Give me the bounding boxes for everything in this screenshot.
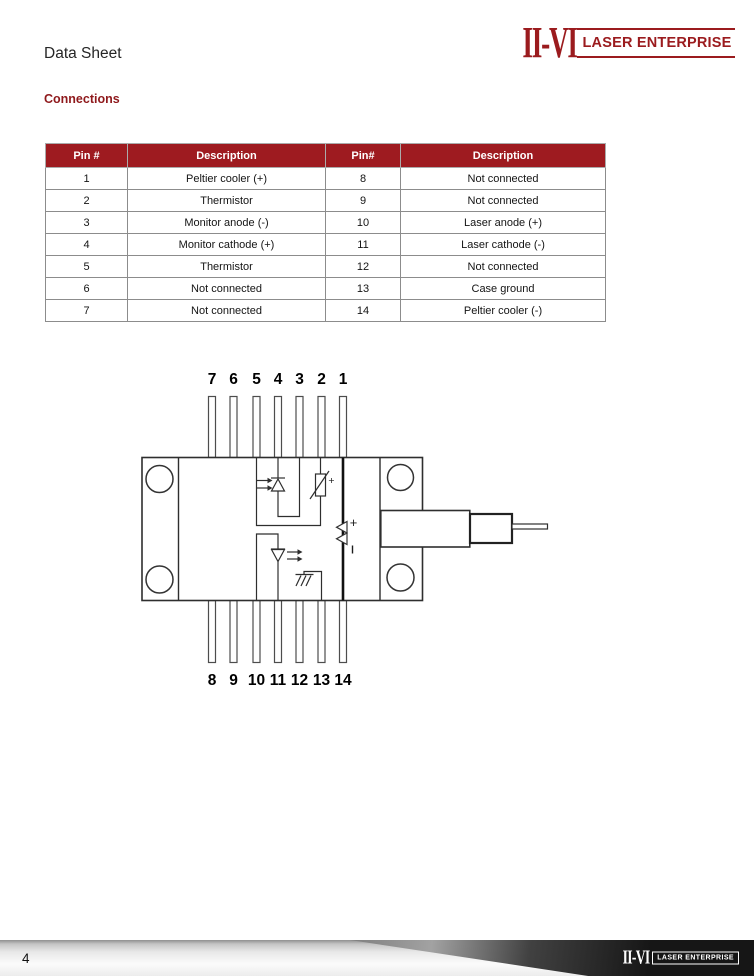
optical-fiber xyxy=(512,524,548,529)
pin-cell: 12 xyxy=(326,256,401,278)
connection-diagram xyxy=(135,360,555,695)
pin-number-label: 6 xyxy=(229,371,238,388)
description-cell: Laser cathode (-) xyxy=(401,234,606,256)
description-cell: Not connected xyxy=(401,168,606,190)
description-cell: Not connected xyxy=(401,190,606,212)
fiber-snout xyxy=(381,511,470,548)
bottom-pin-numbers xyxy=(208,672,352,689)
pin-lead xyxy=(209,397,216,458)
section-heading: Connections xyxy=(44,92,120,106)
pin-lead xyxy=(296,601,303,663)
pin-cell: 7 xyxy=(46,300,128,322)
pin-lead xyxy=(340,397,347,458)
tec-plus-label: + xyxy=(349,515,358,530)
pin-number-label: 7 xyxy=(207,371,217,388)
pin-cell: 13 xyxy=(326,278,401,300)
col-header-desc-right: Description xyxy=(401,144,606,168)
pin-number-label: 1 xyxy=(338,371,348,388)
pin-lead xyxy=(253,397,260,458)
table-row xyxy=(46,212,606,234)
col-header-desc-left: Description xyxy=(128,144,326,168)
pin-cell: 8 xyxy=(326,168,401,190)
pin-number-label: 11 xyxy=(269,672,287,689)
pin-number-label: 13 xyxy=(312,672,331,689)
pin-cell: 14 xyxy=(326,300,401,322)
pin-lead xyxy=(318,397,325,458)
pin-lead xyxy=(230,601,237,663)
description-cell: Peltier cooler (-) xyxy=(401,300,606,322)
description-cell: Not connected xyxy=(401,256,606,278)
pin-number-label: 10 xyxy=(247,672,266,689)
pin-connection-table xyxy=(45,143,606,322)
description-cell: Monitor anode (-) xyxy=(128,212,326,234)
description-cell: Not connected xyxy=(128,300,326,322)
pin-number-label: 8 xyxy=(207,672,217,689)
mounting-hole xyxy=(146,566,173,593)
pin-number-label: 5 xyxy=(252,371,261,388)
footer-logo xyxy=(610,947,739,970)
pin-lead xyxy=(275,601,282,663)
footer-bar xyxy=(0,940,754,976)
pin-number-label: 9 xyxy=(229,672,238,689)
footer-logo-mark: II-VI xyxy=(622,946,650,969)
pin-number-label: 12 xyxy=(290,672,309,689)
pin-lead xyxy=(318,601,325,663)
pin-number-label: 3 xyxy=(295,371,304,388)
mounting-hole xyxy=(388,465,414,491)
pin-cell: 3 xyxy=(46,212,128,234)
table-row xyxy=(46,190,606,212)
mounting-hole xyxy=(146,466,173,493)
fiber-ferrule xyxy=(470,514,512,543)
top-pin-leads xyxy=(209,397,347,458)
pin-cell: 10 xyxy=(326,212,401,234)
pin-number-label: 4 xyxy=(273,371,283,388)
description-cell: Monitor cathode (+) xyxy=(128,234,326,256)
pin-lead xyxy=(296,397,303,458)
footer-logo-name: LASER ENTERPRISE xyxy=(652,952,739,965)
col-header-pin-left: Pin # xyxy=(46,144,128,168)
description-cell: Thermistor xyxy=(128,256,326,278)
pin-lead xyxy=(340,601,347,663)
thermistor-plus-label: + xyxy=(328,475,335,487)
table-row xyxy=(46,256,606,278)
table-row xyxy=(46,168,606,190)
description-cell: Peltier cooler (+) xyxy=(128,168,326,190)
table-row xyxy=(46,278,606,300)
pin-lead xyxy=(253,601,260,663)
pin-cell: 9 xyxy=(326,190,401,212)
footer-page-number: 4 xyxy=(22,951,30,966)
brand-logo xyxy=(489,18,735,67)
description-cell: Laser anode (+) xyxy=(401,212,606,234)
pin-number-label: 14 xyxy=(334,672,352,689)
description-cell: Thermistor xyxy=(128,190,326,212)
pin-lead xyxy=(275,397,282,458)
description-cell: Case ground xyxy=(401,278,606,300)
description-cell: Not connected xyxy=(128,278,326,300)
pin-cell: 4 xyxy=(46,234,128,256)
col-header-pin-right: Pin# xyxy=(326,144,401,168)
pin-cell: 6 xyxy=(46,278,128,300)
pin-lead xyxy=(230,397,237,458)
pin-cell: 2 xyxy=(46,190,128,212)
table-row xyxy=(46,300,606,322)
table-row xyxy=(46,234,606,256)
logo-name: LASER ENTERPRISE xyxy=(577,28,735,58)
pin-cell: 5 xyxy=(46,256,128,278)
mounting-hole xyxy=(387,564,414,591)
pin-lead xyxy=(209,601,216,663)
pin-cell: 1 xyxy=(46,168,128,190)
fiber-assembly xyxy=(381,511,548,548)
table-header-row xyxy=(46,144,606,168)
bottom-pin-leads xyxy=(209,601,347,663)
page-title: Data Sheet xyxy=(44,45,122,62)
pin-cell: 11 xyxy=(326,234,401,256)
top-pin-numbers xyxy=(208,371,348,388)
pin-number-label: 2 xyxy=(317,371,326,388)
logo-mark: II-VI xyxy=(522,18,577,67)
